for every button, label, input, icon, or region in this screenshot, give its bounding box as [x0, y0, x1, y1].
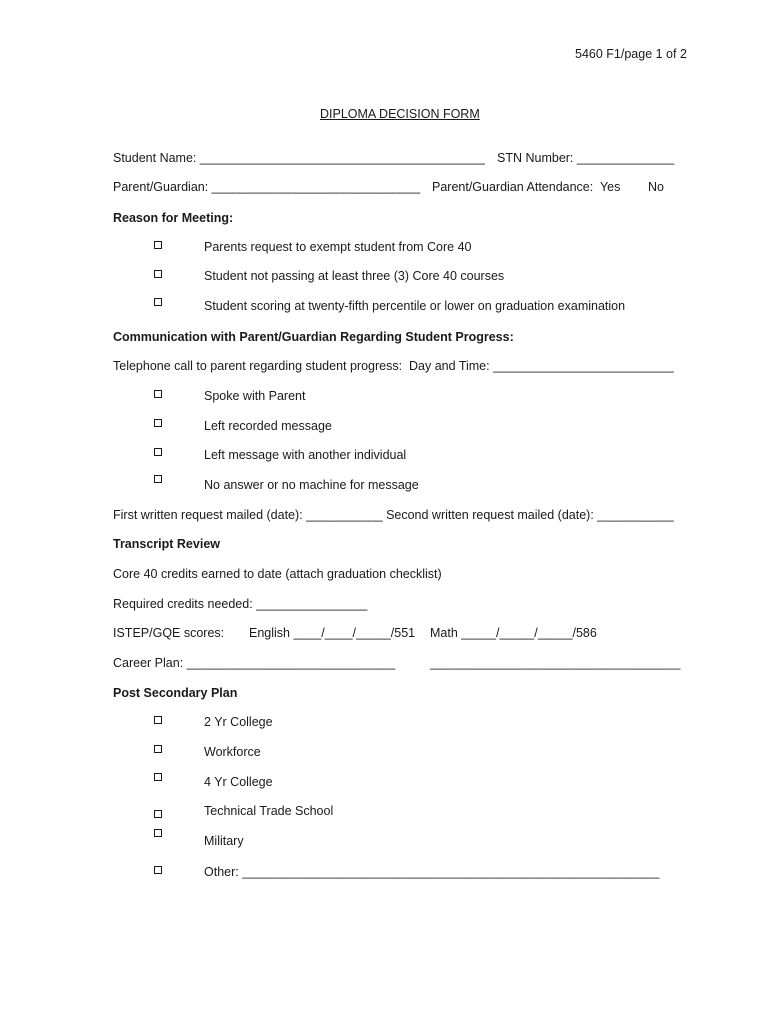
math-scores-field[interactable]: Math _____/_____/_____/586 — [430, 626, 597, 640]
transcript-heading: Transcript Review — [113, 537, 220, 551]
attendance-no-option[interactable]: No — [648, 180, 664, 194]
reason-heading: Reason for Meeting: — [113, 211, 234, 225]
career-plan-field[interactable]: Career Plan: ______________________________ — [113, 656, 396, 670]
telephone-call-field[interactable]: Telephone call to parent regarding student progress: Day and Time: __________________________ — [113, 359, 674, 373]
plan-option-2: Workforce — [204, 745, 261, 759]
plan-option-6[interactable]: Other: ____________________________________________________________ — [204, 865, 660, 879]
credits-earned-label: Core 40 credits earned to date (attach graduation checklist) — [113, 567, 442, 581]
comm-checkbox-2[interactable] — [154, 419, 162, 427]
reason-checkbox-1[interactable] — [154, 241, 162, 249]
mailed-request-field[interactable]: First written request mailed (date): ___________ Second written request mailed (date): ___________ — [113, 508, 674, 522]
plan-checkbox-6[interactable] — [154, 866, 162, 874]
comm-option-3: Left message with another individual — [204, 448, 407, 462]
comm-option-2: Left recorded message — [204, 419, 332, 433]
reason-option-1: Parents request to exempt student from Core 40 — [204, 240, 472, 254]
comm-option-1: Spoke with Parent — [204, 389, 306, 403]
reason-option-2: Student not passing at least three (3) Core 40 courses — [204, 269, 505, 283]
istep-label: ISTEP/GQE scores: — [113, 626, 225, 640]
parent-guardian-field[interactable]: Parent/Guardian: ______________________________ — [113, 180, 421, 194]
comm-checkbox-4[interactable] — [154, 475, 162, 483]
reason-checkbox-3[interactable] — [154, 298, 162, 306]
plan-checkbox-3[interactable] — [154, 773, 162, 781]
plan-checkbox-2[interactable] — [154, 745, 162, 753]
reason-option-3: Student scoring at twenty-fifth percentile or lower on graduation examination — [204, 299, 626, 313]
communication-heading: Communication with Parent/Guardian Regarding Student Progress: — [113, 330, 514, 344]
required-credits-field[interactable]: Required credits needed: ________________ — [113, 597, 368, 611]
plan-option-4: Technical Trade School — [204, 804, 334, 818]
plan-option-5: Military — [204, 834, 244, 848]
english-scores-field[interactable]: English ____/____/_____/551 — [249, 626, 416, 640]
comm-option-4: No answer or no machine for message — [204, 478, 419, 492]
form-title: DIPLOMA DECISION FORM — [320, 107, 480, 121]
plan-checkbox-5[interactable] — [154, 829, 162, 837]
page-reference: 5460 F1/page 1 of 2 — [575, 47, 687, 61]
student-name-field[interactable]: Student Name: _________________________________________ — [113, 151, 485, 165]
comm-checkbox-3[interactable] — [154, 448, 162, 456]
plan-checkbox-4[interactable] — [154, 810, 162, 818]
attendance-yes-option[interactable]: Parent/Guardian Attendance: Yes — [432, 180, 621, 194]
plan-checkbox-1[interactable] — [154, 716, 162, 724]
career-plan-extra-field[interactable]: ____________________________________ — [430, 656, 681, 670]
reason-checkbox-2[interactable] — [154, 270, 162, 278]
post-secondary-heading: Post Secondary Plan — [113, 686, 238, 700]
comm-checkbox-1[interactable] — [154, 390, 162, 398]
plan-option-1: 2 Yr College — [204, 715, 273, 729]
stn-number-field[interactable]: STN Number: ______________ — [497, 151, 675, 165]
plan-option-3: 4 Yr College — [204, 775, 273, 789]
